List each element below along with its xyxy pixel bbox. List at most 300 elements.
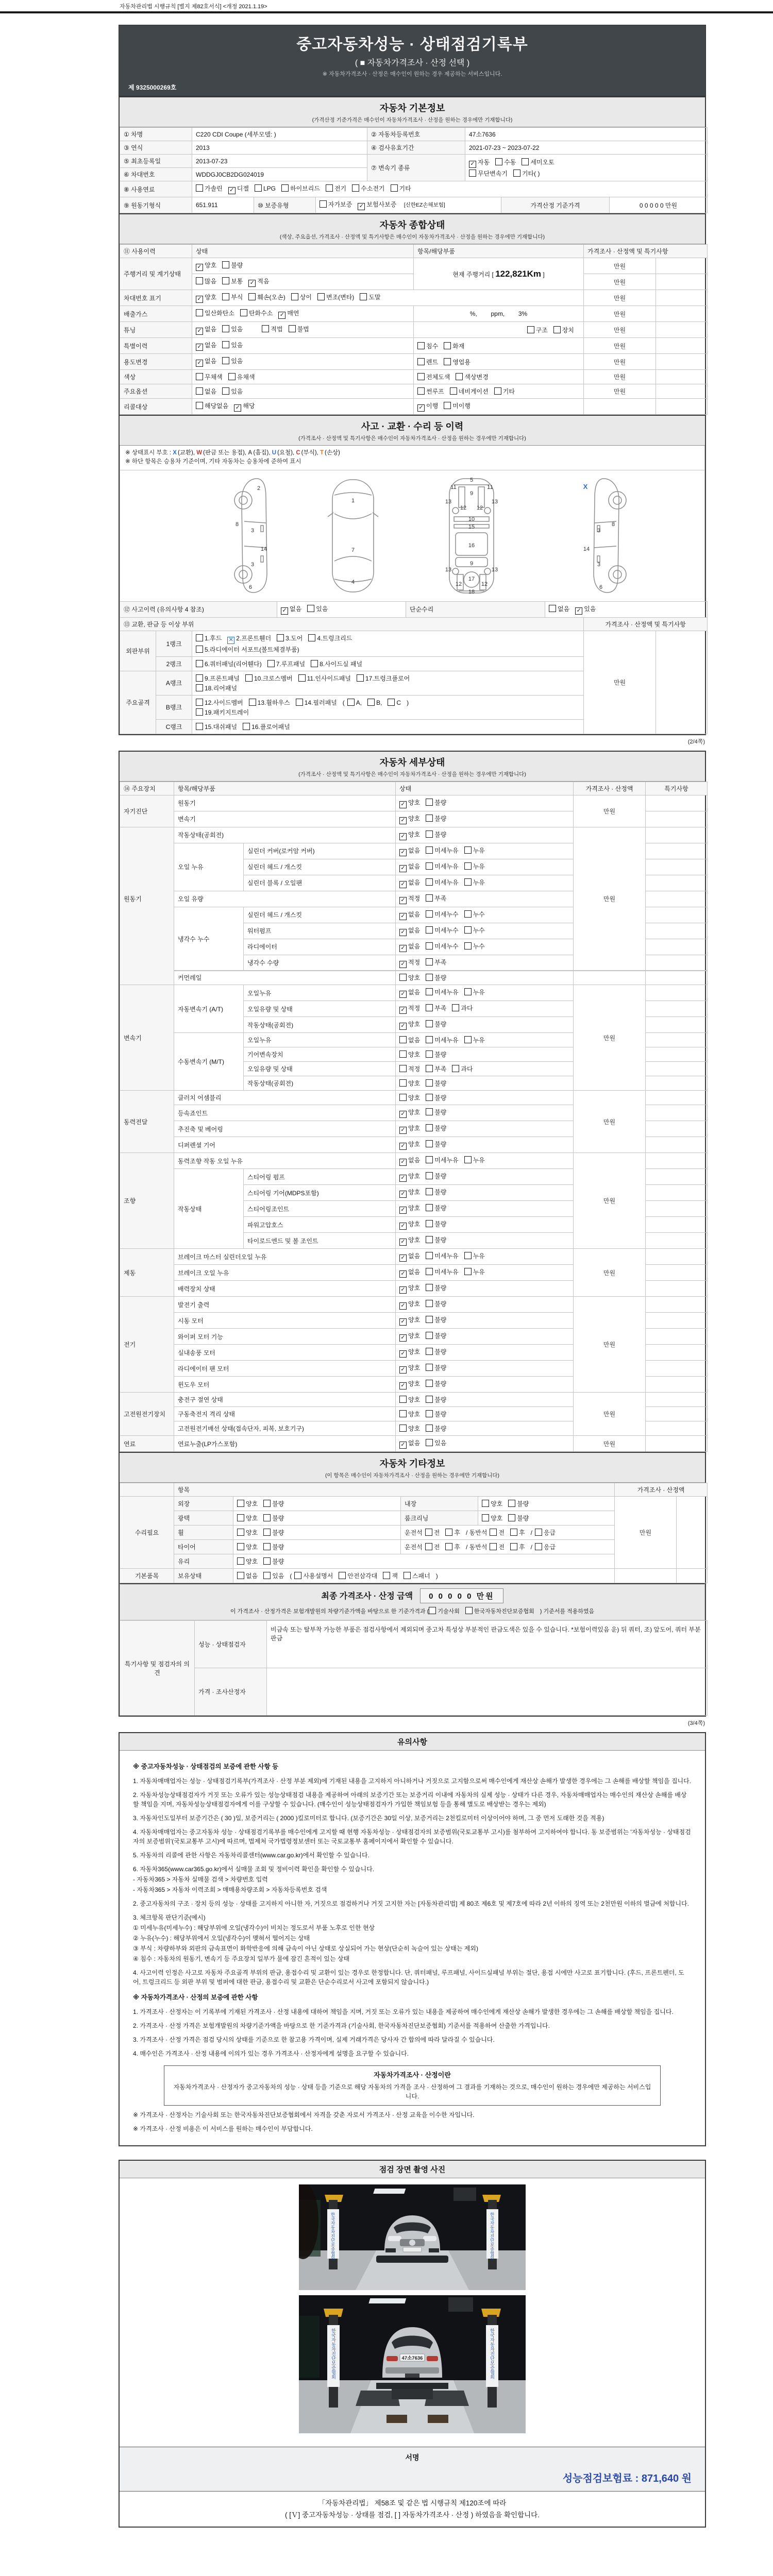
row-label: 리콜대상 <box>120 399 192 415</box>
checkbox-option <box>464 846 485 855</box>
checkbox-label: 양호 <box>408 1316 421 1324</box>
checkbox[interactable] <box>426 1252 433 1259</box>
checkbox[interactable] <box>243 723 250 730</box>
checkbox[interactable] <box>399 1036 407 1043</box>
checkbox[interactable]: ✓ <box>399 945 407 952</box>
state-cell <box>396 1185 574 1201</box>
checkbox-option <box>399 910 420 920</box>
checkbox[interactable] <box>267 660 275 667</box>
checkbox[interactable] <box>425 1543 432 1550</box>
checkbox[interactable] <box>426 846 433 854</box>
checkbox[interactable] <box>222 341 229 348</box>
checkbox[interactable] <box>469 170 476 177</box>
checkbox[interactable]: ✓ <box>399 1350 407 1358</box>
checkbox[interactable] <box>510 1543 517 1550</box>
table-header-row <box>120 245 708 258</box>
checkbox[interactable] <box>464 878 472 886</box>
field-label: ⑨ 원동기형식 <box>120 197 192 213</box>
price-cell: 만원 <box>615 1497 677 1569</box>
checkbox-label: 침수 <box>426 342 439 350</box>
checkbox[interactable] <box>464 1268 472 1275</box>
checkbox[interactable] <box>399 1410 407 1417</box>
checkbox-label: 미이행 <box>452 402 470 410</box>
notice-item: 2. 중고자동차의 구조 · 장치 등의 성능 · 상태를 고지하지 아니한 자, 거짓으로 점검하거나 거짓 고지한 자는 [자동차관리법] 제 80조 제6호 및 제7호에 따라 2년 이하의 징역 또는 2천만원 이하의 벌금에 처합니다. <box>133 1900 689 1907</box>
checkbox[interactable] <box>426 878 433 886</box>
checkbox[interactable] <box>426 1316 433 1323</box>
checkbox[interactable] <box>527 326 534 333</box>
checkbox[interactable] <box>464 1036 472 1043</box>
diagram-part-number: 7 <box>351 547 355 553</box>
checkbox[interactable] <box>426 958 433 965</box>
checkbox[interactable]: ✓ <box>399 1143 407 1150</box>
checkbox-option <box>399 1315 420 1326</box>
checkbox-label: 적정 <box>408 958 421 966</box>
checkbox[interactable]: ✓ <box>248 280 256 287</box>
checkbox[interactable] <box>263 1557 271 1565</box>
remark-cell <box>646 859 708 875</box>
checkbox-label: 네비게이션 <box>458 388 489 395</box>
col-header: 가격조사 · 산정액 및 특기사항 <box>584 245 708 258</box>
checkbox[interactable]: ✓ <box>399 865 407 872</box>
checkbox[interactable] <box>281 184 289 192</box>
checkbox[interactable] <box>464 846 472 854</box>
checkbox[interactable] <box>426 1380 433 1387</box>
checkbox[interactable] <box>294 1572 301 1579</box>
checkbox[interactable]: ✓ <box>196 264 203 271</box>
checkbox[interactable] <box>495 158 502 165</box>
checkbox[interactable] <box>450 387 457 395</box>
checkbox[interactable] <box>237 1543 244 1550</box>
checkbox-label: 누유 <box>473 989 485 996</box>
checkbox[interactable]: ✓ <box>399 1111 407 1118</box>
diagram-part-number: 4 <box>351 579 355 585</box>
checkbox-option <box>444 342 464 350</box>
remark-cell <box>646 1393 708 1407</box>
checkbox[interactable] <box>444 402 451 409</box>
checkbox[interactable]: ✓ <box>399 1442 407 1449</box>
checkbox[interactable] <box>196 277 203 284</box>
checkbox[interactable] <box>196 184 203 192</box>
checkbox[interactable] <box>426 1284 433 1291</box>
checkbox[interactable]: ✓ <box>196 328 203 335</box>
checkbox[interactable] <box>196 674 203 682</box>
checkbox[interactable] <box>452 1065 459 1072</box>
checkbox[interactable] <box>222 277 229 284</box>
checkbox[interactable] <box>426 1004 433 1011</box>
checkbox[interactable] <box>426 1108 433 1115</box>
checkbox[interactable] <box>426 1065 433 1072</box>
item-label: 라디에이터 <box>244 939 396 955</box>
checkbox-label: 미세누수 <box>434 926 459 934</box>
checkbox[interactable] <box>426 1410 433 1417</box>
checkbox[interactable] <box>308 634 315 641</box>
checkbox[interactable] <box>426 799 433 806</box>
checkbox[interactable] <box>296 699 303 706</box>
base-price-value: 0 0 0 0 0 만원 <box>610 197 708 213</box>
checkbox[interactable] <box>307 605 314 612</box>
col-header: 항목/해당부품 <box>174 782 396 795</box>
basic-info-table-2 <box>120 197 708 213</box>
state-cell <box>396 923 574 939</box>
checkbox[interactable] <box>425 1529 432 1536</box>
checkbox[interactable] <box>426 1094 433 1101</box>
checkbox[interactable] <box>352 184 359 192</box>
checkbox-option <box>426 1050 446 1059</box>
state-cell <box>396 1421 574 1436</box>
checkbox[interactable] <box>399 974 407 981</box>
checkbox[interactable] <box>277 634 284 641</box>
checkbox-label: 불량 <box>434 1021 447 1028</box>
notice-body <box>120 1751 705 2145</box>
checkbox[interactable] <box>426 1140 433 1147</box>
checkbox[interactable] <box>426 988 433 995</box>
checkbox[interactable] <box>248 293 256 300</box>
checkbox[interactable]: ✓ <box>399 1207 407 1214</box>
checkbox[interactable] <box>490 1529 497 1536</box>
checkbox[interactable] <box>357 674 364 682</box>
checkbox-option <box>464 878 485 887</box>
checkbox[interactable] <box>426 1425 433 1432</box>
checkbox[interactable] <box>196 684 203 691</box>
checkbox[interactable]: ✓ <box>399 1023 407 1030</box>
exchange-label: ⑬ 교환, 판금 등 이상 부위 <box>120 617 584 631</box>
checkbox[interactable] <box>249 699 256 706</box>
checkbox[interactable] <box>426 974 433 981</box>
col-header: 항목 <box>174 1483 615 1497</box>
checkbox[interactable] <box>513 170 520 177</box>
checkbox[interactable]: ✓ <box>399 833 407 840</box>
checkbox-label: 없음 <box>408 846 421 854</box>
checkbox[interactable] <box>426 942 433 950</box>
checkbox[interactable] <box>404 1572 411 1579</box>
checkbox[interactable]: ✓ <box>399 1302 407 1310</box>
checkbox[interactable] <box>464 910 472 918</box>
checkbox[interactable]: ✓ <box>399 913 407 920</box>
state-cell <box>233 1526 401 1540</box>
checkbox[interactable]: ✓ <box>281 607 288 615</box>
checkbox[interactable]: ✓ <box>399 1223 407 1230</box>
checkbox[interactable] <box>464 1156 472 1163</box>
checkbox[interactable] <box>196 402 203 409</box>
checkbox[interactable] <box>452 1004 459 1011</box>
checkbox[interactable] <box>426 1396 433 1403</box>
checkbox[interactable] <box>196 373 203 380</box>
checkbox[interactable] <box>464 926 472 934</box>
checkbox[interactable]: ✓ <box>399 1270 407 1278</box>
checkbox[interactable] <box>508 1500 515 1507</box>
checkbox-x-marked[interactable]: ✕ <box>227 637 234 644</box>
checkbox[interactable] <box>464 942 472 950</box>
checkbox[interactable] <box>237 1500 244 1507</box>
checkbox[interactable] <box>222 357 229 364</box>
table-header-row <box>120 617 708 631</box>
option-text: ( <box>290 1572 292 1580</box>
checkbox[interactable] <box>367 699 375 706</box>
final-price-label: 최종 가격조사 · 산정 금액 <box>321 1592 413 1601</box>
checkbox[interactable]: ✓ <box>575 607 582 615</box>
checkbox[interactable] <box>444 342 451 349</box>
checkbox[interactable] <box>535 1529 542 1536</box>
checkbox[interactable] <box>289 325 296 332</box>
checkbox[interactable] <box>426 1020 433 1027</box>
checkbox[interactable] <box>237 1557 244 1565</box>
checkbox[interactable] <box>426 1364 433 1371</box>
checkbox[interactable]: ✓ <box>358 203 365 210</box>
checkbox[interactable] <box>196 646 203 653</box>
checkbox[interactable] <box>426 1332 433 1339</box>
group-label: 연료 <box>120 1436 174 1452</box>
checkbox[interactable] <box>222 261 229 268</box>
checkbox[interactable] <box>490 1543 497 1550</box>
checkbox-option <box>465 1607 534 1615</box>
checkbox[interactable]: ✓ <box>399 817 407 824</box>
checkbox-label: 1.후드 <box>205 634 222 642</box>
checkbox[interactable] <box>426 1300 433 1307</box>
inspection-period-value: 2021-07-23 ~ 2023-07-22 <box>465 141 708 155</box>
checkbox-option <box>278 309 299 319</box>
checkbox[interactable] <box>445 1543 452 1550</box>
checkbox[interactable]: ✓ <box>399 1366 407 1374</box>
checkbox[interactable]: ✓ <box>399 1286 407 1294</box>
checkbox[interactable] <box>426 1172 433 1179</box>
checkbox[interactable] <box>426 910 433 918</box>
checkbox-option <box>549 604 569 613</box>
item-label: 보유상태 <box>174 1569 233 1583</box>
checkbox[interactable] <box>426 1124 433 1131</box>
checkbox-option <box>399 1219 420 1230</box>
checkbox[interactable]: ✓ <box>399 1007 407 1014</box>
checkbox[interactable] <box>383 1572 390 1579</box>
checkbox[interactable]: ✓ <box>399 1159 407 1166</box>
etc-title: 자동차 기타정보 <box>379 1459 445 1469</box>
checkbox-label: 불량 <box>272 1544 284 1551</box>
checkbox[interactable] <box>320 200 327 208</box>
special-history-items <box>414 338 584 354</box>
remark-cell <box>646 1377 708 1393</box>
checkbox[interactable]: ✓ <box>399 897 407 904</box>
checkbox[interactable]: ✓ <box>234 404 241 412</box>
checkbox[interactable] <box>326 184 333 192</box>
checkbox[interactable] <box>263 1543 271 1550</box>
checkbox[interactable] <box>508 1514 515 1521</box>
checkbox[interactable] <box>399 1050 407 1058</box>
checkbox[interactable] <box>388 699 395 706</box>
checkbox[interactable] <box>228 373 236 380</box>
checkbox-option <box>426 1347 446 1356</box>
checkbox[interactable] <box>426 1236 433 1243</box>
checkbox-label: 후 <box>519 1529 525 1536</box>
checkbox-label: 양호 <box>205 294 217 301</box>
group-label: 원동기 <box>120 827 174 971</box>
checkbox-label: 불량 <box>434 815 447 822</box>
checkbox[interactable] <box>426 1439 433 1446</box>
checkbox-option <box>445 1543 460 1551</box>
checkbox[interactable] <box>399 1425 407 1432</box>
checkbox[interactable] <box>245 674 253 682</box>
checkbox[interactable] <box>196 708 203 716</box>
checkbox[interactable] <box>426 1204 433 1211</box>
checkbox[interactable] <box>222 293 229 300</box>
table-row <box>120 1249 708 1265</box>
checkbox[interactable] <box>417 373 425 380</box>
checkbox[interactable]: ✓ <box>399 881 407 888</box>
checkbox[interactable] <box>426 1079 433 1087</box>
checkbox[interactable] <box>464 988 472 995</box>
checkbox[interactable] <box>535 1543 542 1550</box>
diagram-part-number: 13 <box>491 498 498 505</box>
checkbox-option <box>399 1251 420 1262</box>
checkbox[interactable]: ✓ <box>399 929 407 936</box>
checkbox[interactable] <box>196 723 203 730</box>
vin-value: WDDGJ0CB2DG024019 <box>192 168 367 181</box>
option-text: / 동반석 <box>465 1529 488 1536</box>
checkbox[interactable] <box>240 309 247 316</box>
checkbox[interactable] <box>196 309 203 316</box>
checkbox[interactable] <box>426 1220 433 1227</box>
checkbox[interactable] <box>263 1500 271 1507</box>
checkbox[interactable] <box>196 699 203 706</box>
checkbox[interactable]: ✓ <box>399 1175 407 1182</box>
checkbox-option <box>527 326 548 334</box>
state-cell <box>396 1361 574 1377</box>
checkbox[interactable] <box>347 699 355 706</box>
checkbox[interactable]: ✓ <box>399 1255 407 1262</box>
checkbox[interactable] <box>482 1514 489 1521</box>
checkbox[interactable] <box>222 387 229 395</box>
checkbox[interactable] <box>426 1268 433 1275</box>
checkbox[interactable]: ✓ <box>399 1382 407 1389</box>
checkbox[interactable] <box>262 325 269 332</box>
checkbox[interactable] <box>339 1572 346 1579</box>
checkbox-option <box>222 387 243 396</box>
checkbox[interactable] <box>426 1050 433 1058</box>
checkbox[interactable] <box>426 1156 433 1163</box>
checkbox[interactable] <box>263 1514 271 1521</box>
checkbox-option <box>426 1140 446 1148</box>
checkbox[interactable]: ✓ <box>399 961 407 968</box>
checkbox[interactable] <box>196 387 203 395</box>
item-label: 시동 모터 <box>174 1313 396 1329</box>
checkbox[interactable] <box>399 1094 407 1101</box>
checkbox[interactable] <box>444 358 451 365</box>
checkbox[interactable] <box>317 293 325 300</box>
checkbox-option <box>196 309 234 317</box>
checkbox[interactable] <box>391 184 398 192</box>
checkbox[interactable]: ✓ <box>196 344 203 351</box>
checkbox[interactable] <box>417 358 425 365</box>
checkbox[interactable] <box>510 1529 517 1536</box>
checkbox[interactable] <box>298 674 306 682</box>
checkbox-option <box>464 988 485 996</box>
item-label: 구동축전지 격리 상태 <box>174 1407 396 1421</box>
detail-subtitle: (가격조사 · 산정액 및 특기사항은 매수인이 자동차가격조사 · 산정을 원하는 경우에만 기재합니다) <box>298 771 526 777</box>
checkbox[interactable] <box>429 1607 436 1614</box>
checkbox-label: 한국자동차진단보증협회 <box>474 1608 534 1615</box>
checkbox[interactable] <box>426 926 433 934</box>
checkbox-option <box>196 357 216 367</box>
fuel-checkboxes <box>192 181 708 197</box>
checkbox[interactable]: ✓ <box>228 187 236 194</box>
checkbox[interactable] <box>255 184 262 192</box>
checkbox[interactable] <box>399 1065 407 1072</box>
remark-cell <box>646 939 708 955</box>
checkbox[interactable] <box>417 387 425 395</box>
checkbox[interactable]: ✓ <box>399 1127 407 1134</box>
checkbox[interactable] <box>456 373 463 380</box>
checkbox[interactable] <box>426 894 433 902</box>
checkbox[interactable]: ✓ <box>399 991 407 998</box>
checkbox[interactable] <box>464 862 472 870</box>
checkbox[interactable] <box>311 660 318 667</box>
checkbox[interactable] <box>426 831 433 838</box>
checkbox[interactable] <box>426 815 433 822</box>
checkbox[interactable]: ✓ <box>399 1191 407 1198</box>
checkbox-label: 없음 <box>408 1157 421 1164</box>
checkbox[interactable] <box>549 605 556 612</box>
checkbox[interactable] <box>263 1572 271 1579</box>
checkbox[interactable] <box>426 1348 433 1355</box>
checkbox[interactable]: ✓ <box>399 801 407 808</box>
checkbox[interactable] <box>445 1529 452 1536</box>
checkbox[interactable] <box>399 1396 407 1403</box>
checkbox[interactable] <box>464 1252 472 1259</box>
checkbox[interactable] <box>426 862 433 870</box>
checkbox[interactable] <box>237 1514 244 1521</box>
special-history-state <box>192 338 414 354</box>
sub-label: 작동상태 <box>174 1169 244 1249</box>
price-cell: 만원 <box>574 1153 646 1249</box>
checkbox[interactable] <box>237 1529 244 1536</box>
checkbox-option <box>426 1079 446 1088</box>
checkbox-option <box>399 1410 420 1418</box>
checkbox[interactable] <box>399 1079 407 1087</box>
checkbox[interactable]: ✓ <box>196 296 203 303</box>
checkbox[interactable] <box>196 634 203 641</box>
checkbox[interactable] <box>494 387 501 395</box>
checkbox[interactable] <box>237 1572 244 1579</box>
table-row <box>120 1091 708 1105</box>
checkbox[interactable] <box>291 293 298 300</box>
checkbox[interactable]: ✓ <box>417 404 425 412</box>
checkbox-label: C <box>396 699 401 706</box>
remark-cell <box>646 1121 708 1137</box>
checkbox[interactable] <box>426 1188 433 1195</box>
checkbox[interactable]: ✓ <box>196 360 203 367</box>
checkbox[interactable] <box>263 1529 271 1536</box>
item-label: 브레이크 오일 누유 <box>174 1265 396 1281</box>
checkbox-label: 전 <box>433 1544 440 1551</box>
checkbox-option <box>426 958 446 967</box>
checkbox[interactable] <box>482 1500 489 1507</box>
checkbox-label: 이행 <box>426 402 439 410</box>
checkbox[interactable] <box>196 660 203 667</box>
checkbox[interactable] <box>360 293 367 300</box>
checkbox[interactable] <box>222 325 229 332</box>
checkbox[interactable] <box>553 326 561 333</box>
checkbox[interactable]: ✓ <box>278 312 285 319</box>
checkbox[interactable] <box>465 1607 473 1614</box>
checkbox[interactable] <box>417 342 425 349</box>
checkbox[interactable]: ✓ <box>469 161 476 168</box>
table-row <box>120 631 708 656</box>
checkbox[interactable]: ✓ <box>399 1334 407 1342</box>
item-label: 오일누유 <box>244 985 396 1001</box>
checkbox[interactable]: ✓ <box>399 1318 407 1326</box>
checkbox[interactable]: ✓ <box>399 849 407 856</box>
checkbox[interactable]: ✓ <box>399 1239 407 1246</box>
checkbox[interactable] <box>426 1036 433 1043</box>
checkbox[interactable] <box>522 158 529 165</box>
